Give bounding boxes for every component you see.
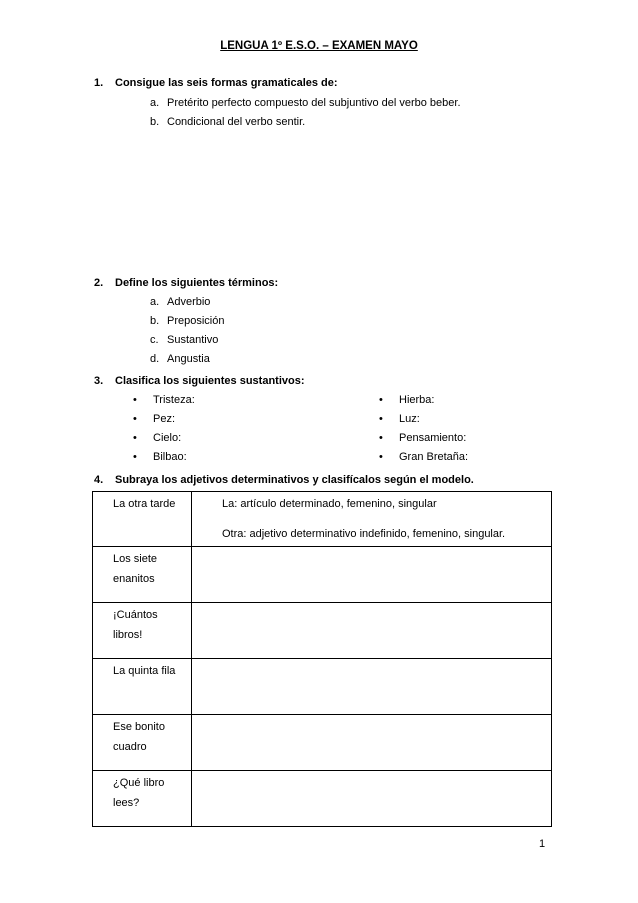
adjectives-table <box>92 491 552 827</box>
bullet-icon: • <box>133 432 137 444</box>
phrase-cell: Los siete enanitos <box>93 547 192 603</box>
bullet-icon: • <box>133 394 137 406</box>
answer-cell[interactable] <box>192 547 552 603</box>
noun-item-right: • Pensamiento: <box>379 432 467 444</box>
bullet-icon: • <box>379 432 383 444</box>
question-3 <box>94 375 305 387</box>
question-2-item-d <box>150 353 210 365</box>
question-2-item-a <box>150 296 210 308</box>
phrase-cell: La otra tarde <box>93 492 192 547</box>
question-2-item-c <box>150 334 218 346</box>
phrase-cell: ¡Cuántos libros! <box>93 603 192 659</box>
item-letter: c. <box>150 334 159 346</box>
question-1-item-b <box>150 116 305 128</box>
item-letter: d. <box>150 353 160 365</box>
noun-item-right: • Hierba: <box>379 394 435 406</box>
answer-cell[interactable]: La: artículo determinado, femenino, singular Otra: adjetivo determinativo indefinido, femenino, singular. <box>192 492 552 547</box>
question-1-item-a <box>150 97 461 109</box>
table-row <box>93 715 552 771</box>
bullet-icon: • <box>379 451 383 463</box>
question-number: 4. <box>94 474 104 486</box>
item-text: Angustia <box>167 353 210 365</box>
question-text: Consigue las seis formas gramaticales de: <box>115 77 338 89</box>
item-letter: a. <box>150 97 160 109</box>
question-number: 2. <box>94 277 104 289</box>
bullet-icon: • <box>133 413 137 425</box>
noun-item-left: • Pez: <box>133 413 176 425</box>
noun-item-left: • Bilbao: <box>133 451 187 463</box>
question-2 <box>94 277 278 289</box>
noun-item-right: • Gran Bretaña: <box>379 451 469 463</box>
noun-item-left: • Cielo: <box>133 432 182 444</box>
answer-cell[interactable] <box>192 659 552 715</box>
page-title: LENGUA 1º E.S.O. – EXAMEN MAYO <box>220 40 418 52</box>
item-text: Condicional del verbo sentir. <box>167 116 306 128</box>
question-1 <box>94 77 338 89</box>
question-text: Define los siguientes términos: <box>115 277 279 289</box>
bullet-icon: • <box>379 394 383 406</box>
phrase-cell: ¿Qué libro lees? <box>93 771 192 827</box>
question-4 <box>94 474 474 486</box>
bullet-icon: • <box>133 451 137 463</box>
question-2-item-b <box>150 315 224 327</box>
table-row <box>93 492 552 547</box>
question-number: 3. <box>94 375 104 387</box>
table-row <box>93 603 552 659</box>
noun-item-left: • Tristeza: <box>133 394 195 406</box>
page-number: 1 <box>539 838 546 850</box>
table-row <box>93 771 552 827</box>
item-text: Adverbio <box>167 296 211 308</box>
question-number: 1. <box>94 77 104 89</box>
item-text: Pretérito perfecto compuesto del subjuntivo del verbo beber. <box>167 97 461 109</box>
item-letter: a. <box>150 296 160 308</box>
item-text: Sustantivo <box>167 334 219 346</box>
noun-item-right: • Luz: <box>379 413 420 425</box>
answer-cell[interactable] <box>192 771 552 827</box>
question-text: Clasifica los siguientes sustantivos: <box>115 375 305 387</box>
item-letter: b. <box>150 315 160 327</box>
answer-cell[interactable] <box>192 715 552 771</box>
phrase-cell: Ese bonito cuadro <box>93 715 192 771</box>
answer-cell[interactable] <box>192 603 552 659</box>
bullet-icon: • <box>379 413 383 425</box>
phrase-cell: La quinta fila <box>93 659 192 715</box>
item-letter: b. <box>150 116 160 128</box>
table-row <box>93 547 552 603</box>
question-text: Subraya los adjetivos determinativos y clasifícalos según el modelo. <box>115 474 474 486</box>
item-text: Preposición <box>167 315 225 327</box>
table-row <box>93 659 552 715</box>
